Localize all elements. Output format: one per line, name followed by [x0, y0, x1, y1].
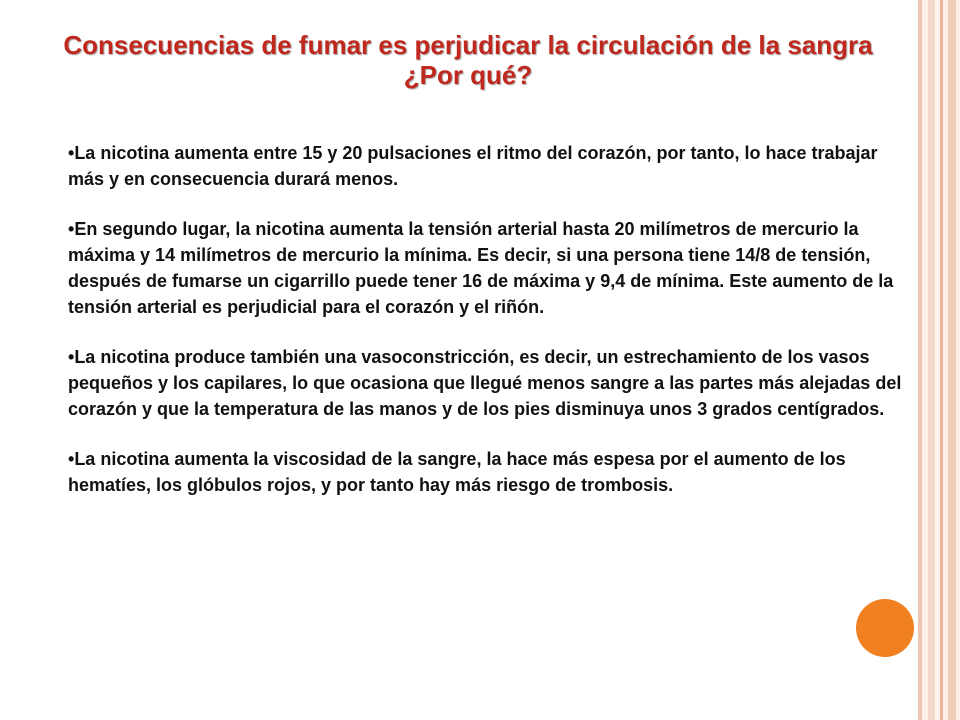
bullet-text: La nicotina aumenta entre 15 y 20 pulsaciones el ritmo del corazón, por tanto, lo hace trabajar más y en consecuencia durará menos. — [68, 143, 878, 189]
bullet-text: La nicotina produce también una vasoconstricción, es decir, un estrechamiento de los vasos pequeños y los capilares, lo que ocasiona que llegué menos sangre a las partes más alejadas del corazón y que la temperatura de las manos y de los pies disminuya unos 3 grados centígrados. — [68, 347, 902, 419]
bullet-icon: • — [68, 347, 75, 367]
decorative-stripe — [918, 0, 922, 720]
decorative-stripe — [948, 0, 956, 720]
decorative-stripe — [940, 0, 943, 720]
slide-body — [68, 140, 918, 522]
bullet-text: En segundo lugar, la nicotina aumenta la tensión arterial hasta 20 milímetros de mercurio la máxima y 14 milímetros de mercurio la mínima. Es decir, si una persona tiene 14/8 de tensión, después de fumarse un cigarrillo puede tener 16 de máxima y 9,4 de mínima. Este aumento de la tensión arterial es perjudicial para el corazón y el riñón. — [68, 219, 894, 317]
decorative-stripe — [928, 0, 935, 720]
bullet-paragraph — [68, 344, 918, 422]
bullet-paragraph — [68, 446, 918, 498]
bullet-paragraph — [68, 140, 918, 192]
bullet-icon: • — [68, 143, 75, 163]
orange-circle-icon — [856, 599, 914, 657]
slide-title-line2: ¿Por qué? — [403, 60, 533, 90]
bullet-icon: • — [68, 449, 75, 469]
bullet-icon: • — [68, 219, 75, 239]
slide-title-line1: Consecuencias de fumar es perjudicar la circulación de la sangra — [63, 30, 873, 60]
slide-title — [30, 30, 906, 90]
bullet-paragraph — [68, 216, 918, 320]
bullet-text: La nicotina aumenta la viscosidad de la sangre, la hace más espesa por el aumento de los hematíes, los glóbulos rojos, y por tanto hay más riesgo de trombosis. — [68, 449, 846, 495]
